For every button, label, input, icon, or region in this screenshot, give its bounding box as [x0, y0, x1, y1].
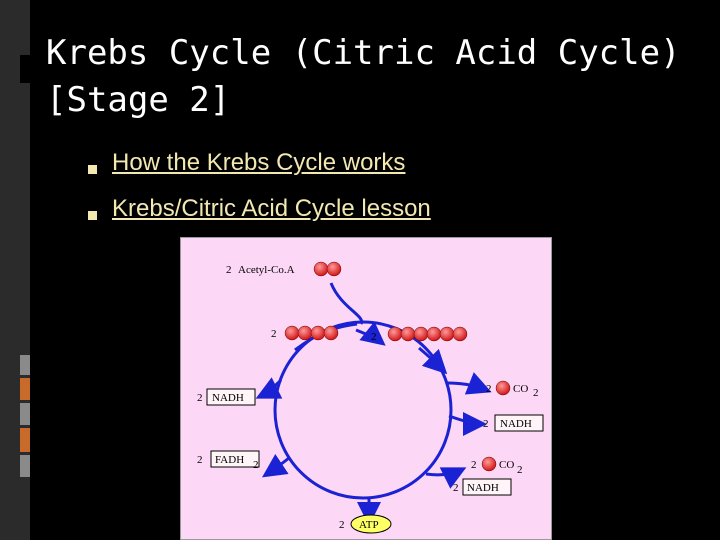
molecule-ball [453, 327, 467, 341]
molecule-ball [314, 262, 328, 276]
nadh-left-label: NADH [212, 392, 244, 404]
fadh2-subscript: 2 [253, 459, 259, 471]
nadh-left-count: 2 [197, 392, 203, 404]
accent-block [20, 455, 30, 477]
krebs-cycle-diagram [180, 237, 552, 540]
slide-title [46, 30, 706, 124]
fadh2-arrow [267, 458, 289, 474]
molecule-ball [388, 327, 402, 341]
right-molecule-count: 2 [371, 331, 377, 343]
cycle-entry-arrow [356, 330, 381, 342]
acetyl-label: Acetyl-Co.A [238, 264, 295, 276]
link-krebs-citric-acid-lesson[interactable]: Krebs/Citric Acid Cycle lesson [112, 195, 431, 222]
carbon-ball [482, 457, 496, 471]
krebs-cycle-svg [181, 238, 552, 540]
square-bullet-icon [88, 165, 97, 174]
title-line-1: Krebs Cycle (Citric Acid Cycle) [46, 33, 681, 73]
acetyl-input-arrow [331, 283, 362, 324]
molecule-ball [327, 262, 341, 276]
co2-bottom-label: CO [499, 459, 515, 471]
molecule-ball [311, 326, 325, 340]
co2-top-count: 2 [486, 383, 492, 395]
nadh-right2-count: 2 [453, 482, 459, 494]
molecule-ball [285, 326, 299, 340]
atp-count: 2 [339, 519, 345, 531]
accent-block [20, 428, 30, 452]
left-molecule-count: 2 [271, 328, 277, 340]
co2-top-label: CO [513, 383, 529, 395]
fadh2-label: FADH [215, 454, 245, 466]
cycle-ring [275, 322, 451, 498]
fadh2-count: 2 [197, 454, 203, 466]
co2-top-arrow [446, 383, 486, 390]
square-bullet-icon [88, 211, 97, 220]
link-how-krebs-cycle-works[interactable]: How the Krebs Cycle works [112, 149, 406, 176]
nadh-right-arrow [449, 416, 481, 424]
molecule-ball [401, 327, 415, 341]
nadh-right1-label: NADH [500, 418, 532, 430]
molecule-ball [440, 327, 454, 341]
accent-block [20, 55, 30, 83]
molecule-ball [298, 326, 312, 340]
carbon-ball [496, 381, 510, 395]
acetyl-count: 2 [226, 264, 232, 276]
accent-block [20, 378, 30, 400]
atp-label: ATP [359, 519, 379, 531]
accent-block [20, 403, 30, 425]
co2-bottom-count: 2 [471, 459, 477, 471]
molecule-ball [427, 327, 441, 341]
nadh-right1-count: 2 [483, 418, 489, 430]
right-molecule-arrow [419, 348, 443, 370]
molecule-ball [324, 326, 338, 340]
co2-bottom-subscript: 2 [517, 464, 523, 476]
co2-top-subscript: 2 [533, 387, 539, 399]
co2-bottom-arrow [426, 470, 461, 475]
nadh-right2-label: NADH [467, 482, 499, 494]
molecule-ball [414, 327, 428, 341]
title-line-2: [Stage 2] [46, 80, 231, 120]
accent-block [20, 355, 30, 375]
